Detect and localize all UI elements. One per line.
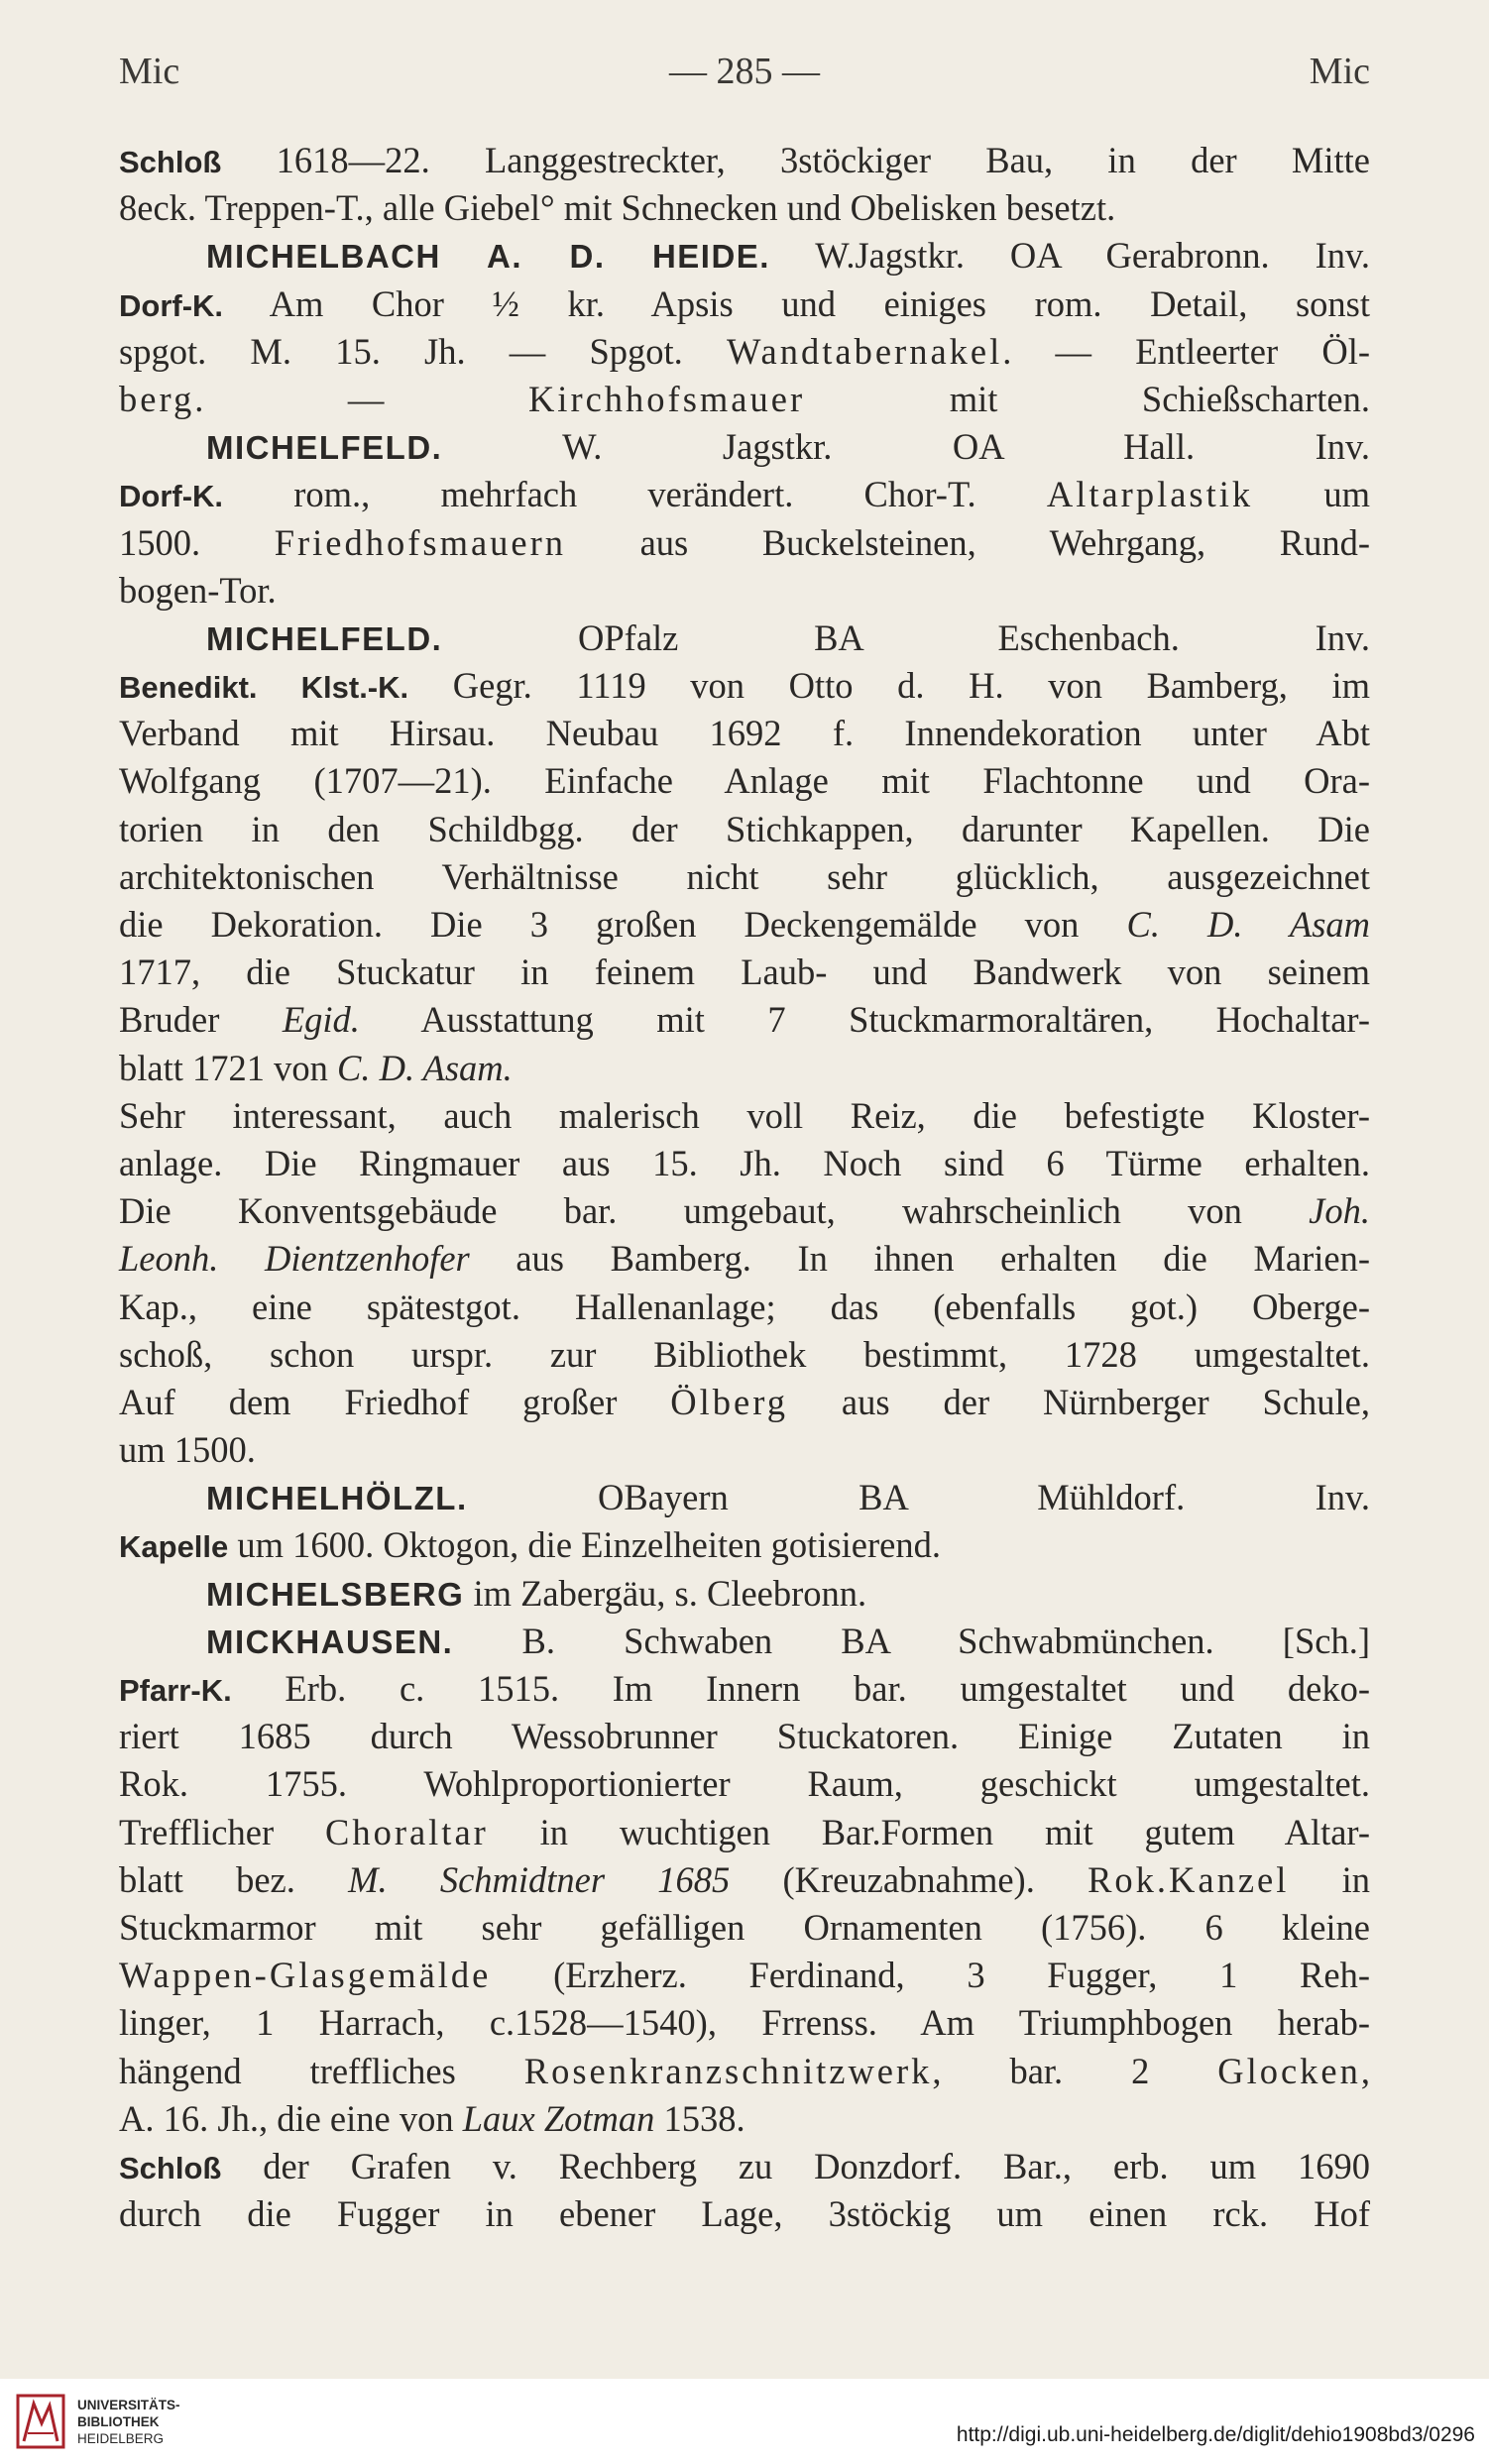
place-heading: MICKHAUSEN. xyxy=(206,1623,454,1660)
text-run: Wappen-Glasgemälde xyxy=(119,1955,492,1996)
text-run: spgot. M. 15. Jh. — Spgot. xyxy=(119,330,728,372)
text-line xyxy=(119,1999,1370,2047)
text-run: hängend treffliches xyxy=(119,2050,524,2091)
text-run: aus Bamberg. In ihnen erhalten die Marien- xyxy=(469,1238,1371,1280)
text-run: Am Chor ½ kr. Apsis und einiges rom. Detail, sonst xyxy=(223,282,1370,324)
text-run: Sehr interessant, auch malerisch voll Reiz, die befestigte Kloster- xyxy=(119,1094,1370,1136)
entry-lead: Schloß xyxy=(119,145,222,179)
entry-lead: Dorf-K. xyxy=(119,287,224,323)
text-run: bogen-Tor. xyxy=(119,569,277,611)
text-run: Die Konventsgebäude bar. umgebaut, wahrscheinlich von xyxy=(119,1190,1310,1232)
text-run: aus der Nürnberger Schule, xyxy=(787,1381,1370,1422)
text-line xyxy=(119,280,1370,328)
text-run: Rok.Kanzel xyxy=(1088,1858,1290,1900)
library-line: BIBLIOTHEK xyxy=(77,2414,160,2429)
text-run: Rosenkranzschnitzwerk xyxy=(523,2050,933,2091)
text-line xyxy=(119,2190,1370,2238)
text-run: riert 1685 durch Wessobrunner Stuckatoren. Einige Zutaten in xyxy=(119,1716,1370,1757)
text-line xyxy=(119,1379,1370,1426)
entry-lead: Pfarr-K. xyxy=(119,1673,232,1708)
text-line xyxy=(119,1809,1370,1856)
text-run: um 1500. xyxy=(119,1429,256,1471)
text-line xyxy=(119,1474,1370,1521)
text-line xyxy=(119,662,1370,710)
text-line xyxy=(119,1521,1370,1569)
text-line xyxy=(119,1235,1370,1283)
text-line xyxy=(119,757,1370,805)
text-run: . — xyxy=(194,378,528,419)
place-heading: MICHELSBERG xyxy=(206,1575,465,1613)
text-line xyxy=(119,1856,1370,1904)
text-run: in xyxy=(1289,1858,1370,1900)
text-run: Gegr. 1119 von Otto d. H. von Bamberg, im xyxy=(408,665,1370,707)
text-line xyxy=(119,2143,1370,2190)
text-run: torien in den Schildbgg. der Stichkappen, darunter Kapellen. Die xyxy=(119,808,1370,849)
text-line xyxy=(119,2095,1370,2143)
text-run: Choraltar xyxy=(324,1811,489,1852)
place-heading: MICHELFELD. xyxy=(206,429,443,467)
entry-lead: Kapelle xyxy=(119,1529,229,1565)
text-run: schoß, schon urspr. zur Bibliothek bestimmt, 1728 umgestaltet. xyxy=(119,1333,1370,1375)
text-run: Auf dem Friedhof großer xyxy=(119,1381,671,1422)
place-heading: MICHELBACH A. D. HEIDE. xyxy=(206,238,770,276)
text-line xyxy=(119,1284,1370,1331)
text-run: blatt 1721 von xyxy=(119,1047,337,1088)
source-url-link[interactable]: http://digi.ub.uni-heidelberg.de/diglit/dehio1908bd3/0296 xyxy=(956,2423,1475,2446)
text-line xyxy=(119,853,1370,901)
entry-text xyxy=(119,137,1370,2238)
text-run: Verband mit Hirsau. Neubau 1692 f. Innendekoration unter Abt xyxy=(119,713,1370,754)
text-run: architektonischen Verhältnisse nicht sehr glücklich, ausgezeichnet xyxy=(119,855,1370,897)
text-line xyxy=(119,1092,1370,1140)
text-run: OBayern BA Mühldorf. Inv. xyxy=(467,1477,1370,1518)
running-header xyxy=(119,50,1370,99)
text-run: OPfalz BA Eschenbach. Inv. xyxy=(442,616,1370,658)
text-run: 1618—22. Langgestreckter, 3stöckiger Bau, in der Mitte xyxy=(221,140,1370,180)
text-run: Kirchhofsmauer xyxy=(527,378,806,419)
text-line xyxy=(119,232,1370,280)
text-run: W.Jagstkr. OA Gerabronn. Inv. xyxy=(769,235,1370,277)
text-run: der Grafen v. Rechberg zu Donzdorf. Bar., erb. um 1690 xyxy=(221,2145,1370,2186)
text-line xyxy=(119,376,1370,423)
text-line xyxy=(119,1713,1370,1760)
text-run: Joh. xyxy=(1309,1190,1370,1232)
text-run: rom., mehrfach verändert. Chor-T. xyxy=(223,474,1047,515)
text-run: B. Schwaben BA Schwabmünchen. [Sch.] xyxy=(453,1620,1370,1661)
text-run: mit Schießscharten. xyxy=(805,378,1370,419)
text-line xyxy=(119,1331,1370,1379)
university-library-logo-icon xyxy=(16,2394,65,2449)
text-line xyxy=(119,1760,1370,1808)
place-heading: MICHELHÖLZL. xyxy=(206,1480,468,1517)
header-left-keyword: Mic xyxy=(119,51,180,92)
text-run: die Dekoration. Die 3 großen Deckengemälde von xyxy=(119,904,1127,945)
text-run: 1538. xyxy=(654,2097,745,2139)
text-line xyxy=(119,949,1370,996)
text-line xyxy=(119,710,1370,757)
text-run: blatt bez. xyxy=(119,1858,349,1900)
text-run: Erb. c. 1515. Im Innern bar. umgestaltet und deko- xyxy=(231,1668,1370,1709)
text-line xyxy=(119,1618,1370,1665)
text-line xyxy=(119,519,1370,567)
entry-lead: Benedikt. Klst.-K. xyxy=(119,670,409,706)
text-run: A. 16. Jh., die eine von xyxy=(119,2097,463,2139)
text-run: 8eck. Treppen-T., alle Giebel° mit Schnecken und Obelisken besetzt. xyxy=(119,187,1116,229)
text-run: Glocken xyxy=(1217,2050,1361,2091)
library-branding xyxy=(16,2394,274,2453)
header-right-keyword: Mic xyxy=(1309,51,1370,92)
text-run: Ausstattung mit 7 Stuckmarmoraltären, Hochaltar- xyxy=(359,999,1371,1041)
text-line xyxy=(119,471,1370,518)
text-line xyxy=(119,423,1370,471)
text-run: Leonh. Dientzenhofer xyxy=(119,1238,470,1280)
text-line xyxy=(119,1665,1370,1713)
text-run: W. Jagstkr. OA Hall. Inv. xyxy=(442,426,1370,468)
text-run: aus Buckelsteinen, Wehrgang, Rund- xyxy=(566,521,1370,563)
entry-lead: Dorf-K. xyxy=(119,479,224,514)
text-run: in wuchtigen Bar.Formen mit gutem Altar- xyxy=(488,1811,1371,1852)
text-line xyxy=(119,184,1370,232)
text-line xyxy=(119,1904,1370,1952)
text-line xyxy=(119,1952,1370,1999)
text-run: , xyxy=(1360,2050,1371,2091)
text-run: 1500. xyxy=(119,521,275,563)
text-line xyxy=(119,615,1370,662)
text-run: Egid. xyxy=(282,999,360,1041)
text-run: durch die Fugger in ebener Lage, 3stöckig um einen rck. Hof xyxy=(119,2193,1370,2235)
text-line xyxy=(119,806,1370,853)
text-line xyxy=(119,328,1370,376)
text-run: M. Schmidtner 1685 xyxy=(348,1858,731,1900)
text-run: . — Entleerter Öl- xyxy=(1002,330,1370,372)
text-run: Friedhofsmauern xyxy=(274,521,567,563)
text-run: (Erzherz. Ferdinand, 3 Fugger, 1 Reh- xyxy=(491,1955,1370,1996)
library-line: HEIDELBERG xyxy=(77,2431,165,2446)
text-run: Stuckmarmor mit sehr gefälligen Ornamenten (1756). 6 kleine xyxy=(119,1906,1370,1948)
text-line xyxy=(119,1140,1370,1187)
text-line xyxy=(119,2048,1370,2095)
text-run: Wolfgang (1707—21). Einfache Anlage mit Flachtonne und Ora- xyxy=(119,760,1370,802)
page-number: — 285 — xyxy=(669,51,820,92)
text-run: anlage. Die Ringmauer aus 15. Jh. Noch sind 6 Türme erhalten. xyxy=(119,1142,1370,1183)
text-line xyxy=(119,137,1370,184)
text-run: um 1600. Oktogon, die Einzelheiten gotisierend. xyxy=(228,1524,941,1566)
text-line xyxy=(119,1187,1370,1235)
text-run: Laux Zotman xyxy=(462,2097,655,2139)
text-line xyxy=(119,1045,1370,1092)
text-line xyxy=(119,996,1370,1044)
text-run: C. D. Asam xyxy=(1126,904,1371,945)
library-line: UNIVERSITÄTS- xyxy=(77,2398,180,2412)
text-run: Kap., eine spätestgot. Hallenanlage; das (ebenfalls got.) Oberge- xyxy=(119,1286,1370,1327)
text-run: Bruder xyxy=(119,999,283,1041)
text-run: Altarplastik xyxy=(1046,474,1254,515)
text-run: 1717, die Stuckatur in feinem Laub- und Bandwerk von seinem xyxy=(119,952,1370,993)
text-line xyxy=(119,567,1370,615)
text-run: (Kreuzabnahme). xyxy=(730,1858,1088,1900)
text-line xyxy=(119,1426,1370,1474)
text-run: C. D. Asam. xyxy=(337,1047,513,1088)
text-run: Trefflicher xyxy=(119,1811,325,1852)
entry-lead: Schloß xyxy=(119,2150,222,2185)
text-line xyxy=(119,1570,1370,1618)
text-run: Ölberg xyxy=(670,1381,788,1422)
text-run: berg xyxy=(119,378,195,419)
text-run: um xyxy=(1253,474,1370,515)
place-heading: MICHELFELD. xyxy=(206,619,443,657)
text-run: , bar. 2 xyxy=(932,2050,1218,2091)
text-line xyxy=(119,901,1370,949)
text-run: im Zabergäu, s. Cleebronn. xyxy=(464,1572,867,1614)
library-name xyxy=(77,2397,180,2447)
text-run: Wandtabernakel xyxy=(727,330,1003,372)
text-run: linger, 1 Harrach, c.1528—1540), Frrenss. Am Triumphbogen herab- xyxy=(119,2002,1370,2044)
text-run: Rok. 1755. Wohlproportionierter Raum, geschickt umgestaltet. xyxy=(119,1763,1370,1805)
